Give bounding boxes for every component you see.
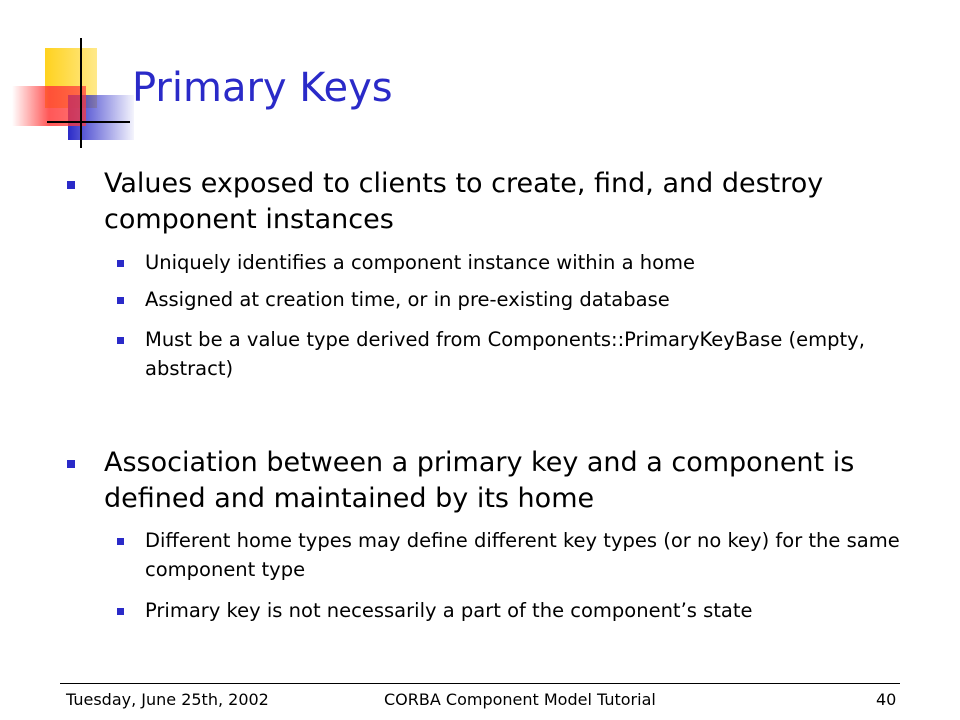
footer-date: Tuesday, June 25th, 2002 [66, 690, 269, 709]
bullet-1-sub-3 [145, 325, 935, 383]
bullet-1-text: Values exposed to clients to create, find, and destroy component instances [104, 168, 824, 235]
bullet-square-icon [67, 460, 75, 468]
sub-bullet-square-icon [117, 337, 124, 344]
sub-bullet-square-icon [117, 260, 124, 267]
slide-footer [0, 688, 960, 712]
slide-title: Primary Keys [132, 65, 393, 111]
bullet-1-sub-1 [145, 248, 935, 277]
footer-title: CORBA Component Model Tutorial [384, 690, 656, 709]
bullet-2 [104, 445, 924, 517]
page-number: 40 [876, 690, 897, 709]
bullet-1-sub-2 [145, 285, 935, 314]
bullet-1-sub-2-text: Assigned at creation time, or in pre-existing database [145, 288, 670, 311]
bullet-2-text: Association between a primary key and a component is defined and maintained by its home [104, 447, 855, 514]
footer-divider [60, 683, 900, 684]
bullet-square-icon [67, 181, 75, 189]
bullet-2-sub-1-text: Different home types may define different key types (or no key) for the same component type [145, 529, 900, 581]
bullet-2-sub-2 [145, 596, 935, 625]
slide-logo-graphic [0, 0, 150, 160]
bullet-1-sub-1-text: Uniquely identifies a component instance within a home [145, 251, 696, 274]
bullet-2-sub-2-text: Primary key is not necessarily a part of the component’s state [145, 599, 753, 622]
sub-bullet-square-icon [117, 538, 124, 545]
logo-red-square [12, 86, 86, 126]
bullet-1-sub-3-text: Must be a value type derived from Components::PrimaryKeyBase (empty, abstract) [145, 328, 865, 380]
sub-bullet-square-icon [117, 297, 124, 304]
sub-bullet-square-icon [117, 608, 124, 615]
bullet-1 [104, 166, 924, 238]
bullet-2-sub-1 [145, 526, 935, 584]
